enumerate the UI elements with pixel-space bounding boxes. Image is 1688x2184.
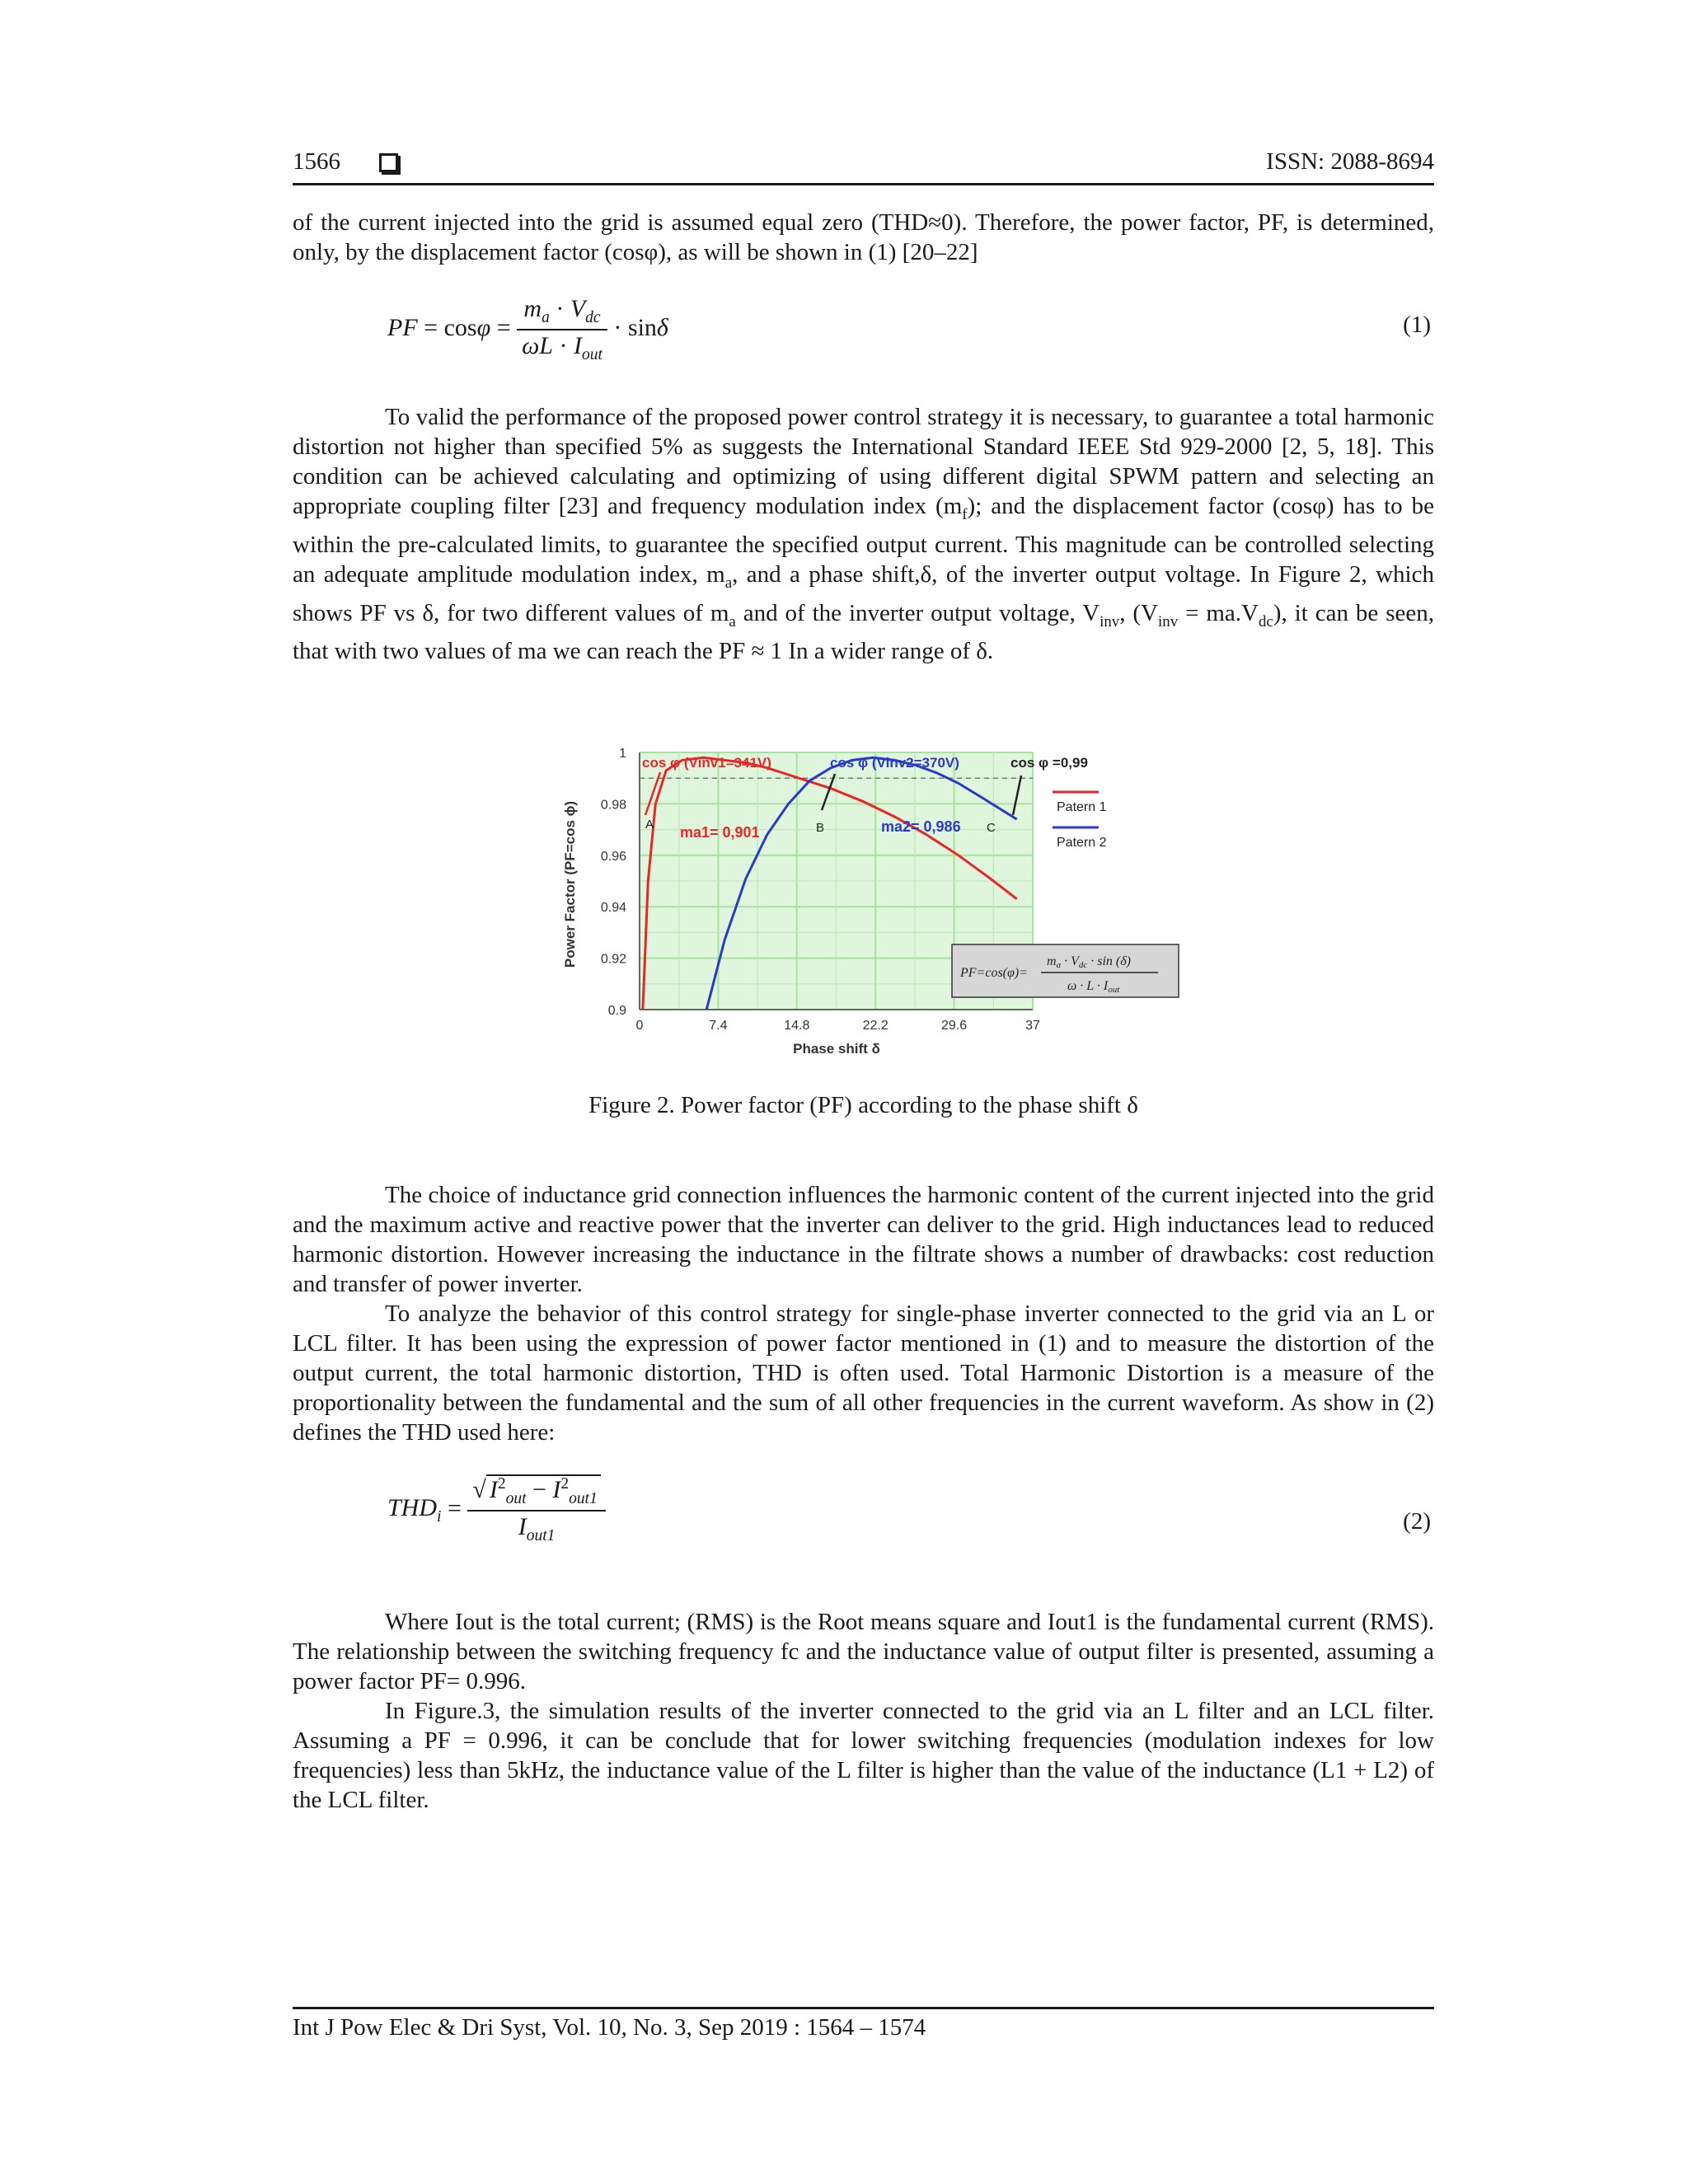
curve2-label: cos φ (Vinv2=370V): [830, 755, 959, 771]
page-header: [293, 148, 1434, 185]
paragraph-4: To analyze the behavior of this control strategy for single-phase inverter connected to the grid via an L or LCL filter. It has been using the expression of power factor mentioned in (1) and to measure the distortion of the output current, the total harmonic distortion, THD is often used. Total Harmonic Distortion is a measure of the proportionality between the fundamental and the sum of all other frequencies in the current waveform. As show in (2) defines the THD used here:: [293, 1301, 1434, 1446]
square-icon: [379, 153, 398, 172]
x-tick-label: 7.4: [709, 1019, 728, 1033]
ma1-label: ma1= 0,901: [680, 824, 760, 841]
figure-2: [548, 744, 1183, 1064]
y-tick-label: 1: [619, 747, 626, 761]
point-c-label: C: [987, 821, 996, 835]
formula-box: [952, 944, 1179, 997]
legend-label-1: Patern 1: [1057, 800, 1107, 814]
paragraph-2: To valid the performance of the proposed power control strategy it is necessary, to guarantee a total harmonic distortion not higher than specified 5% as suggests the International Standard IEEE Std 929-2000 [2, 5, 18]. This condition can be achieved calculating and optimizing of using different digital SPWM pattern and selecting an appropriate coupling filter [23] and frequency modulation index $(m_f)$; and the displacement factor (cosφ) has to be within the pre-calculated limits, to guarantee the specified output current. This magnitude can be controlled selecting an adequate amplitude modulation index, $m_a$, and a phase shift,δ, of the inverter output voltage. In Figure 2, which shows PF vs δ, for two different values of $m_a$ and of the inverter output voltage, $V_{inv}$, $(V_{inv} = ma.V_{dc})$, it can be seen, that with two values of ma we can reach the PF ≈ 1 In a wider range of δ.: [293, 404, 1434, 665]
y-tick-label: 0.9: [607, 1004, 626, 1018]
svg-text:ω · L · Iout: ω · L · Iout: [1067, 979, 1120, 995]
equation-1-number: (1): [1403, 312, 1431, 338]
paragraph-5: Where Iout is the total current; (RMS) is the Root means square and Iout1 is the fundamental current (RMS). The relationship between the switching frequency fc and the inductance value of output filter is presented, assuming a power factor PF= 0.996.: [293, 1609, 1434, 1694]
y-axis-label: Power Factor (PF=cos ϕ): [562, 800, 578, 968]
x-tick-label: 29.6: [941, 1019, 968, 1033]
issn: ISSN: 2088-8694: [1266, 148, 1434, 175]
y-tick-label: 0.94: [600, 901, 626, 916]
page-footer: Int J Pow Elec & Dri Syst, Vol. 10, No. 3, Sep 2019 : 1564 – 1574: [293, 2007, 1434, 2041]
paragraph-6: In Figure.3, the simulation results of the inverter connected to the grid via an L filter and an LCL filter. Assuming a PF = 0.996, it can be conclude that for lower switching frequencies (modulation indexes for low frequencies) less than 5kHz, the inductance value of the L filter is higher than the value of the inductance (L1 + L2) of the LCL filter.: [293, 1698, 1434, 1813]
x-tick-label: 37: [1025, 1019, 1040, 1033]
x-tick-label: 22.2: [862, 1019, 889, 1033]
y-tick-label: 0.98: [600, 798, 626, 813]
y-tick-label: 0.92: [600, 952, 626, 967]
point-b-label: B: [816, 821, 825, 835]
svg-text:ma · Vdc · sin (δ): ma · Vdc · sin (δ): [1047, 954, 1131, 970]
legend-label-2: Patern 2: [1057, 836, 1107, 850]
paragraph-1: of the current injected into the grid is assumed equal zero (THD≈0). Therefore, the power factor, PF, is determined, only, by the displacement factor (cosφ), as will be shown in (1) [20–22]: [293, 209, 1434, 265]
equation-2-number: (2): [1403, 1508, 1431, 1535]
paragraph-3: The choice of inductance grid connection influences the harmonic content of the current injected into the grid and the maximum active and reactive power that the inverter can deliver to the grid. High inductances lead to reduced harmonic distortion. However increasing the inductance in the filtrate shows a number of drawbacks: cost reduction and transfer of power inverter.: [293, 1182, 1434, 1297]
equation-1: PF = cosφ = $\frac{m_a \cdot V_{dc}}{\omega L \cdot I_{out}}$ · sinδ (1): [387, 295, 1431, 363]
equation-2: $THD_i$ = $\frac{√ I^2_{out} - I^2_{out1}}{I_{out1}}$ (2): [387, 1475, 1431, 1544]
point-a-label: A: [645, 818, 654, 832]
ma2-label: ma2= 0,986: [881, 818, 961, 835]
x-tick-label: 14.8: [784, 1019, 810, 1033]
reference-label: cos φ =0,99: [1010, 755, 1088, 771]
svg-text:PF=cos(φ)=: PF=cos(φ)=: [960, 966, 1028, 980]
pf-chart: [548, 744, 1183, 1064]
x-tick-label: 0: [635, 1019, 644, 1033]
y-tick-label: 0.96: [600, 849, 626, 864]
x-axis-label: Phase shift δ: [793, 1041, 880, 1057]
figure-caption: Figure 2. Power factor (PF) according to the phase shift δ: [588, 1092, 1138, 1118]
curve1-label: cos φ (Vinv1=341V): [642, 755, 771, 771]
page-number: 1566: [293, 148, 340, 175]
